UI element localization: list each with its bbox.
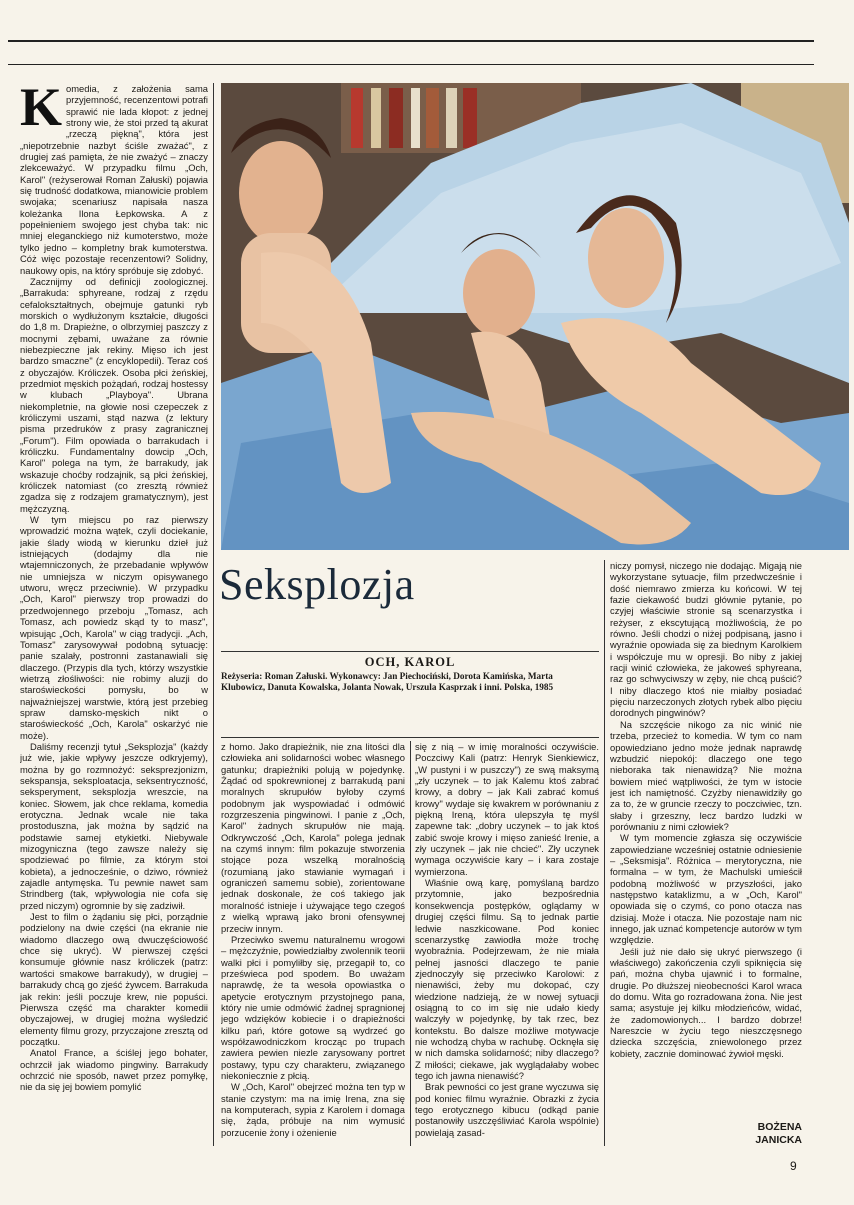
paragraph: W „Och, Karol" obejrzeć można ten typ w stanie czystym: ma na imię Irena, zna się na komputerach, sypia z Karolem i domaga się, żąda, próbuje na nim wymusić porzucenie żony i ożenienie bbox=[221, 1081, 405, 1138]
paragraph: Anatol France, a ściślej jego bohater, ochrzcił jak wiadomo pingwiny. Barrakudy ochrzcić nie sposób, nawet przez pomyłkę, nie da się jej bowiem pomylić bbox=[20, 1047, 208, 1093]
paragraph: Zacznijmy od definicji zoologicznej. „Barrakuda: sphyreane, rodzaj z rzędu cefalokształtnych, obejmuje gatunki ryb morskich o wydłużonym kształcie, długości do 1,8 m. Drapieżne, o olbrzymiej paszczy z mocnymi zębami, uważane za równie niebezpieczne jak rekiny. Mięso ich jest bardzo smaczne" (z encyklopedii). Teraz coś z obyczajów. Króliczek. Osoba płci żeńskiej, przedmiot męskich pożądań, rodzaj hostessy w klubach „Playboya". Ubrana niekompletnie, na głowie nosi czepeczek z króliczymi uszami, stąd nazwa (z lektury pisma przedruków z prasy zagranicznej „Forum"). Film opowiada o barrakudach i króliczku. Fundamentalny dowcip „Och, Karol" polega na tym, że barrakudy, jak wskazuje choćby rodzajnik, są płci żeńskiej, króliczek natomiast (co zresztą również zgadza się z rodzajem gramatycznym), jest mężczyzną. bbox=[20, 275, 208, 514]
paragraph: się z nią – w imię moralności oczywiście. Poczciwy Kali (patrz: Henryk Sienkiewicz, „W pustyni i w puszczy") ze swą maksymą „zły uczynek – to jak Kalemu ktoś zabrać krowy, a dobry – jak Kali zabrać komuś krowy" wydaje się kwakrem w porównaniu z piękną Ireną, która ulepszyła tę myśl zapewne tak: „dobry uczynek – to jak ktoś zabić swoje krowy i mięso zanieść Irenie, a zły uczynek – jak nie chcieć". Zły uczynek wymaga oczywiście kary – i kara zostaje wymierzona. bbox=[415, 741, 599, 877]
top-rule bbox=[8, 40, 814, 42]
paragraph: Na szczęście nikogo za nic winić nie trzeba, przecież to komedia. W tym co nam opowiedziano jedno może jednak naprawdę wzbudzić niepokój: dlaczego one tego nieboraka tak nienawidzą? Nie można bowiem mieć wątpliwości, że tym w istocie jest ich namiętność. Czyżby nienawidziły go za to, że w gruncie rzeczy to poczciwiec, tzn. słaby i grzeszny, lecz bardzo ludzki w porównaniu z nimi człowiek? bbox=[610, 718, 802, 832]
article-headline: Seksplozja bbox=[219, 560, 415, 609]
paragraph: Jest to film o żądaniu się płci, porządnie podzielony na dwie części (na ekranie nie wiadomo dlaczego ową dwuczęściowość chce się ukryć). W pierwszej części konsumuje głównie nasz króliczek (patrz: wartości smakowe barrakudy), w drugiej – barrakudy chcą go zjeść żywcem. Barrakuda jak rekin: jeśli poczuje krew, nie popuści. Pierwsza część ma charakter komedii obyczajowej, w drugiej można wyśledzić elementy filmu grozy, przyczajone zresztą od początku. bbox=[20, 911, 208, 1047]
paragraph: Przeciwko swemu naturalnemu wrogowi – mężczyźnie, powiedziałby zwolennik teorii walki płci i pomyliłby się, przegapił to, co prześwieca pod spodem. Bo uważam naprawdę, że ta wesoła opowiastka o apetycie erotycznym przystojnego pana, który nie umie odmówić żadnej spragnionej jego wdzięków kobiecie i o drapieżności kilku pań, które gotowe są wydrzeć go współzawodniczkom krocząc po trupach zawiera pewien niezle zarysowany portret postawy, typu czy charakteru, związanego niekoniecznie z płcią. bbox=[221, 933, 405, 1081]
paragraph: Brak pewności co jest grane wyczuwa się pod koniec filmu wyraźnie. Obrazki z życia tego erotycznego kibucu (odkąd panie postanowiły uszczęśliwiać Karola wspólnie) powielają zasad- bbox=[415, 1081, 599, 1138]
paragraph: Właśnie ową karę, pomyślaną bardzo przytomnie, jako bezpośrednia konsekwencja postępków, oglądamy w drugiej części filmu. Są to jednak partie ledwie naszkicowane. Pod koniec scenarzystkę zawiodła może trochę wyobraźnia. Podejrzewam, że nie miała pełnej jasności dlaczego te panie zjednoczyły się przeciwko Karolowi: z nienawiści, żeby mu dokopać, czy wiedzione nadzieją, że w nowej sytuacji osiągną to co im się nie udało kiedy walczyły w pojedynkę, by tak rzec, bez kontekstu. Bo dalsze możliwe motywacje nie wchodzą chyba w rachubę. Ocknęła się w nich damska solidarność; niby dlaczego? Z miłości; ciekawe, jak wyglądałaby wobec tego ich jawna nienawiść? bbox=[415, 877, 599, 1081]
column-divider bbox=[604, 560, 605, 1146]
paragraph: W tym momencie zgłasza się oczywiście zapowiedziane wcześniej ostatnie odniesienie – „Seksmisja". Różnica – merytoryczna, nie formalna – w tym, że Machulski umieścił podobną możliwość w przyszłości, jako następstwo kataklizmu, a w „Och, Karol" opowiada się o czymś, co pono otacza nas dzisiaj. Może i otacza. Nie pozostaje nam nic innego, jak uznać kompetencje autorów w tym względzie. bbox=[610, 832, 802, 946]
paragraph: W tym miejscu po raz pierwszy wprowadzić można wątek, czyli dociekanie, jakie ślady wiodą w kierunku dzieł już istniejących (dodajmy dla nie wtajemniczonych, że przebadanie wpływów nie umniejsza w niczym opisywanego utworu, wręcz przeciwnie). W przypadku „Och, Karol" pierwszy trop prowadzi do przedwojennego przeboju „Tomasz, ach Tomasz, ach powiedz skąd ty to masz", wpisując „Och, Karola" w ciąg tradycji. „Ach, Tomasz" zarysowywał podobną sytuację: panie szalały, postronni zastanawiali się dlaczego. (Przypis dla tych, którzy wszystkie wietrzą złośliwości: nie robimy aluzji do staroświeckości pomysłu, bo w najważniejszej warstwie, którą jest przebieg spraw damsko-męskich nikt o staroświeckość „Och, Karola" oskarżyć nie może). bbox=[20, 514, 208, 741]
paragraph: z homo. Jako drapieżnik, nie zna litości dla człowieka ani solidarności wobec własnego gatunku; drapieżniki polują w pojedynkę. Żądać od spokrewnionej z barrakudą pani moralnych skrupułów byłoby czymś podobnym jak wyspowiadać i odmówić rozgrzeszenia pingwinowi. I panie z „Och, Karol" żadnych skrupułów nie mają. Odkrywczość „Och, Karola" polega jednak na czymś innym: film pokazuje stworzenia stojące poza wszelką moralnością (rozumianą jako stawianie wymagań i ograniczeń samemu sobie), zorientowane jednak doskonale, że coś takiego jak moralność istnieje i używające tego czegoś z wielką wprawą jako broni ofensywnej przeciw innym. bbox=[221, 741, 405, 934]
author-last-name: JANICKA bbox=[755, 1133, 802, 1146]
paragraph: omedia, z założenia sama przyjemność, recenzentowi potrafi sprawić nie lada kłopot: z jednej strony wie, że stoi przed tą akurat „rzeczą piękną", która jest „niepotrzebnie nazbyt ściśle zważać", z drugiej zaś pamięta, że nie zważyć – znaczy zlekceważyć. W przypadku filmu „Och, Karol" (reżyserował Roman Załuski) pojawia się trudność dodatkowa, mianowicie problem swojaka; scenariusz napisała nasza koleżanka Ilona Łepkowska. A z popełnieniem swojego jest chyba tak: nic mniej eleganckiego niż kumoterstwo, może tylko jedno – kompletny brak kumoterstwa. Cóż więc pozostaje recenzentowi? Solidny, naukowy opis, na który spróbuje się zdobyć. bbox=[20, 83, 208, 276]
film-credits: Reżyseria: Roman Załuski. Wykonawcy: Jan Piechociński, Dorota Kamińska, Marta Klubowicz, Danuta Kowalska, Jolanta Nowak, Urszula Kasprzak i inni. Polska, 1985 bbox=[221, 671, 554, 692]
film-title: OCH, KAROL bbox=[364, 655, 456, 669]
column-3 bbox=[415, 741, 599, 1146]
paragraph: Daliśmy recenzji tytuł „Seksplozja" (każdy już wie, jakie wpływy jeszcze odkryjemy), można by go rozmnożyć: seksprezjonizm, sekspansja, seksploatacja, seksentryczność, seksperyment, seksplozja wreszcie, na koniec. Słowem, jak chce reklama, komedia erotyczna. Jednak wcale nie taka prostoduszna, jak można by sądzić na podstawie samej etykietki. Niebywale mizogyniczna (tego zawsze należy się spodziewać po filmie, za którym stoi kobieta), a jednocześnie, o dziwo, również zajadle antymęska. Tu pewnie nawet sam Strindberg (tak, wpływologia nie cofa się przed niczym) ogromnie by się zadziwił. bbox=[20, 740, 208, 911]
column-divider bbox=[410, 741, 411, 1146]
column-2 bbox=[221, 741, 405, 1146]
author-signature bbox=[724, 1121, 802, 1146]
page-number: 9 bbox=[790, 1159, 797, 1173]
credits-rule bbox=[221, 651, 599, 652]
credits-rule bbox=[221, 737, 599, 738]
column-1 bbox=[20, 83, 208, 1146]
column-divider bbox=[213, 83, 214, 1146]
top-rule-thin bbox=[8, 64, 814, 65]
drop-cap: K bbox=[20, 83, 63, 137]
column-4 bbox=[610, 560, 802, 1118]
paragraph: niczy pomysł, niczego nie dodając. Migają nie wykorzystane sytuacje, film przedwcześnie i dość niemrawo zmierza ku końcowi. W tej fazie ciekawość budzi głównie pytanie, po czyjej właściwie stronie są scenarzystka i reżyser, z ekscytującą możliwością, że po równo. Jeśli chodzi o niżej podpisaną, jasno i wyraźnie opowiada się za biednym Karolkiem i współczuje mu w opresji. Bo niby z jakiej racji winić człowieka, że jakoweś sphyreana, raz go schwyciwszy w zęby, nie chcą puścić? I niby dlaczego ktoś nie miałby posiadać pięciu narzeczonych złotych rybek albo pięciu dorodnych pingwinów? bbox=[610, 560, 802, 719]
film-still-photo bbox=[221, 83, 849, 550]
paragraph: Jeśli już nie dało się ukryć pierwszego (i właściwego) zakończenia czyli spiknięcia się pań, można chyba ujawnić i to formalne, drugie. Po dłuższej nieobecności Karol wraca do domu. Wita go rozradowana żona. Nie jest sama; asystuje jej kilku młodzieńców, widać, że zadomowionych... I bardzo dobrze! Nareszcie w życiu tego nieszczęsnego dziecka szczęścia, zniewolonego przez kobiety, zacznie dominować żywioł męski. bbox=[610, 945, 802, 1059]
author-first-name: BOŻENA bbox=[757, 1121, 802, 1133]
